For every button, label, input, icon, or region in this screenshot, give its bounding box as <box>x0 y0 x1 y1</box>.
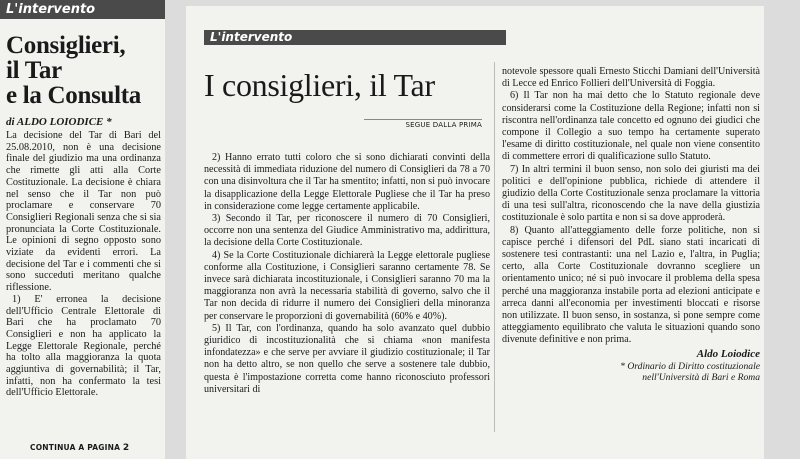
paragraph: 2) Hanno errato tutti coloro che si sono dichiarati convinti della necessità di immediata riduzione del numero di Consiglieri da 78 a 70 con una disinvoltura che il Tar ha smentito; infatti, non si può invocare la disapplicazione della Legge Elettorale Pugliese che il Tar ha preso in considerazione come legge certamente applicabile. <box>204 152 490 212</box>
text-column-1 <box>204 152 490 396</box>
note-line: nell'Università di Bari e Roma <box>642 371 760 383</box>
article-title <box>6 33 165 108</box>
byline <box>6 116 165 128</box>
paragraph: 5) Il Tar, con l'ordinanza, quando ha solo avanzato quel dubbio giuridico di incostituzionalità che si chiama «non manifesta infondatezza» e che serve per avviare il giudizio costituzionale; il Tar non ha detto altro, se non quello che serve a sostenere tale dubbio, questa è l'impostazione corretta come hanno riconosciuto professori universitari di <box>204 322 490 395</box>
continue-note <box>30 443 129 453</box>
author-note <box>502 361 760 383</box>
article-body <box>6 130 161 399</box>
section-tag: L'intervento <box>204 30 506 45</box>
paragraph: 8) Quanto all'atteggiamento delle forze politiche, non si capisce perché i difensori del PdL siano stati incaricati di sostenere tesi contrastanti: una nel Lazio e, l'altra, in Puglia; certo, alla Corte Costituzionale dovranno scegliere un orientamento unico; né si può invocare il problema della spesa perché una maggioranza instabile porta ad elezioni anticipate e arreca danni all'economia per investimenti bloccati e risorse non utilizzate. Il buon senso, in sostanza, si pone sempre come atteggiamento equilibrato che valuta le situazioni quando sono divenute definitive e non prima. <box>502 224 760 346</box>
article-title: I consiglieri, il Tar <box>204 67 435 103</box>
title-line: il Tar <box>6 57 62 84</box>
continue-page: 2 <box>122 443 130 453</box>
byline-prefix: di <box>6 116 15 128</box>
paragraph: 1) E' erronea la decisione dell'Ufficio Centrale Elettorale di Bari che ha proclamato 70 Consiglieri e non ha applicato la Legge Elettorale Regionale, perché ha tolto alla maggioranza la quota aggiuntiva di governabilità; il Tar, infatti, non ha confermato la tesi dell'Ufficio Elettorale. <box>6 293 161 399</box>
continued-from-note: SEGUE DALLA PRIMA <box>364 119 482 129</box>
paragraph: 7) In altri termini il buon senso, non solo dei giuristi ma dei politici e dell'opinione pubblica, richiede di attendere il giudizio della Corte Costituzionale senza proclamare la vittoria di una tesi sull'altra, riconoscendo che la nave della giustizia costituzionale è solo partita e non si sa dove approderà. <box>502 163 760 224</box>
paragraph: notevole spessore quali Ernesto Sticchi Damiani dell'Università di Lecce ed Enrico Follieri dell'Università di Foggia. <box>502 66 760 90</box>
author-name: ALDO LOIODICE * <box>16 116 112 128</box>
author-signature: Aldo Loiodice <box>696 347 760 360</box>
text-column-2 <box>502 66 760 383</box>
right-clipping <box>186 6 764 459</box>
paragraph: 4) Se la Corte Costituzionale dichiarerà la Legge elettorale pugliese conforme alla Costituzione, i Consiglieri saranno certamente 78. Se invece sarà dichiarata incostituzionale, i Consiglieri saranno 70 ma la maggioranza non avrà la necessaria stabilità di governo, salvo che il Tar non decida di ridurre il numero dei Consiglieri della minoranza per conservare le proporzioni di governabilità (60% e 40%). <box>204 249 490 322</box>
title-line: Consiglieri, <box>6 32 126 59</box>
continue-label: CONTINUA A PAGINA <box>30 443 121 452</box>
note-line: * Ordinario di Diritto costituzionale <box>620 360 760 372</box>
paragraph: La decisione del Tar di Bari del 25.08.2010, non è una decisione finale del giudizio ma una ordinanza che rimette gli atti alla Corte Costituzionale. La decisione è chiara nel senso che il Tar non può proclamare e conservare 70 Consiglieri Regionali senza che si sia pronunciata la Corte Costituzionale. Le opinioni di segno opposto sono viziate da evidenti errori. La decisione del Tar e i commenti che si sono succeduti meritano qualche riflessione. <box>6 130 161 294</box>
paragraph: 6) Il Tar non ha mai detto che lo Statuto regionale deve considerarsi come la Costituzione della Regione; infatti non si riscontra nell'ordinanza tale concetto ed ognuno dei giudici che compone il Collegio a suo tempo ha certamente superato l'esame di diritto costituzionale, nel quale non viene consentito di commettere errori di qualificazione sullo Statuto. <box>502 90 760 163</box>
paragraph: 3) Secondo il Tar, per riconoscere il numero di 70 Consiglieri, occorre non una sentenza del Giudice Amministrativo ma, addirittura, la decisione della Corte Costituzionale. <box>204 213 490 249</box>
title-line: e la Consulta <box>6 82 142 109</box>
left-clipping <box>0 0 165 459</box>
column-divider <box>494 62 495 432</box>
section-tag: L'intervento <box>0 0 165 19</box>
